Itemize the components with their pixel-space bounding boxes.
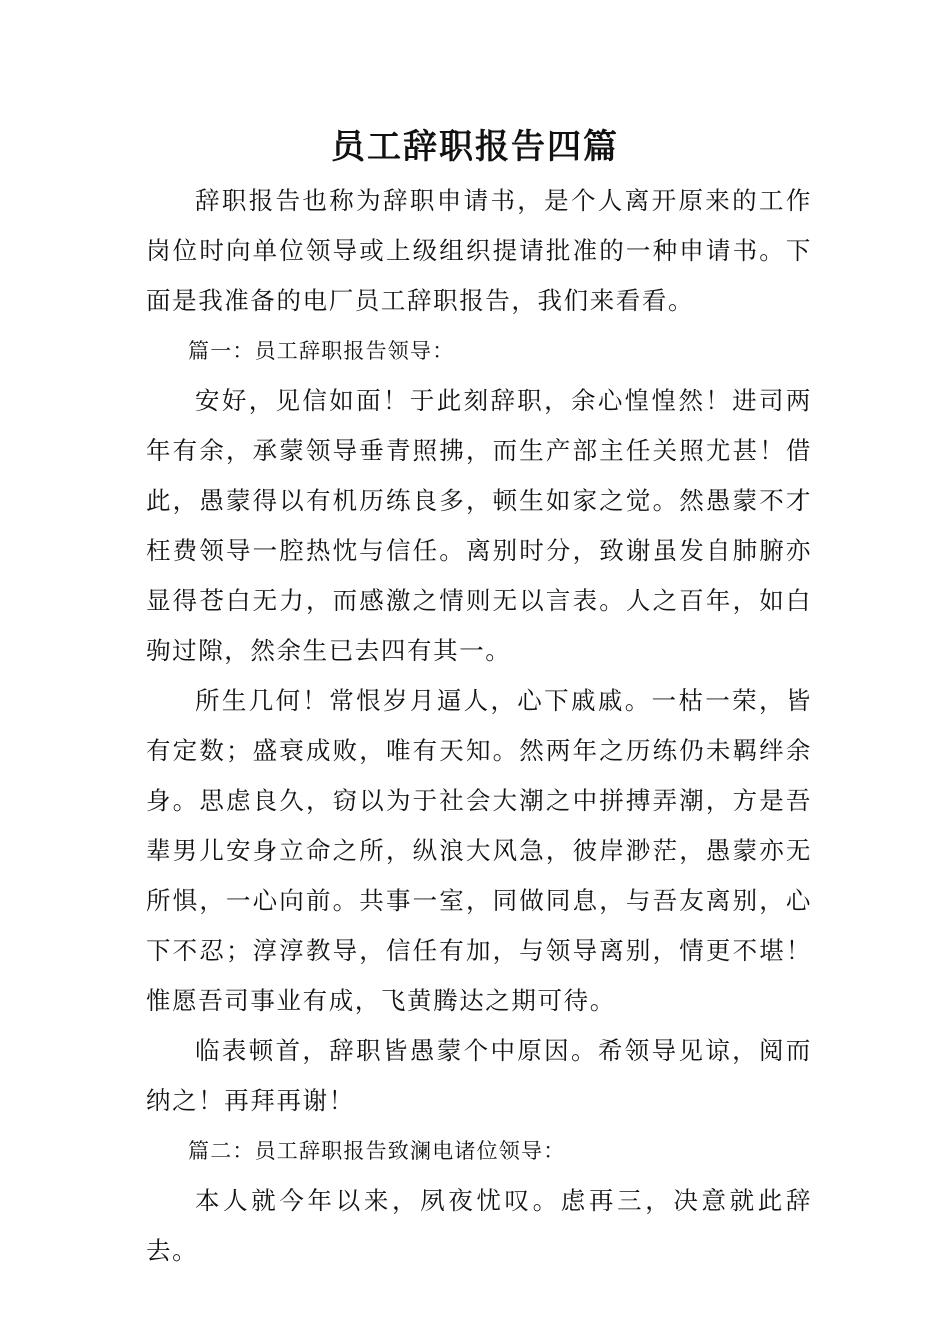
body-paragraph: 本人就今年以来，夙夜忧叹。虑再三，决意就此辞去。 xyxy=(146,1186,812,1265)
section-heading-1: 篇一：员工辞职报告领导： xyxy=(188,339,455,363)
body-paragraph: 临表顿首，辞职皆愚蒙个中原因。希领导见谅，阅而纳之！再拜再谢！ xyxy=(146,1036,812,1115)
section-heading-2: 篇二：员工辞职报告致澜电诸位领导： xyxy=(188,1139,566,1163)
body-paragraph: 安好，见信如面！于此刻辞职，余心惶惶然！进司两年有余，承蒙领导垂青照拂，而生产部主任关照尤甚！借此，愚蒙得以有机历练良多，顿生如家之觉。然愚蒙不才枉费领导一腔热忱与信任。离别时分，致谢虽发自肺腑亦显得苍白无力，而感激之情则无以言表。人之百年，如白驹过隙，然余生已去四有其一。 xyxy=(146,386,812,665)
body-paragraph: 所生几何！常恨岁月逼人，心下戚戚。一枯一荣，皆有定数；盛衰成败，唯有天知。然两年之历练仍未羁绊余身。思虑良久，窃以为于社会大潮之中拼搏弄潮，方是吾辈男儿安身立命之所，纵浪大风急，彼岸渺茫，愚蒙亦无所惧，一心向前。共事一室，同做同息，与吾友离别，心下不忍；淳淳教导，信任有加，与领导离别，情更不堪！惟愿吾司事业有成，飞黄腾达之期可待。 xyxy=(146,686,812,1015)
document-body xyxy=(146,176,812,1276)
intro-paragraph: 辞职报告也称为辞职申请书，是个人离开原来的工作岗位时向单位领导或上级组织提请批准的一种申请书。下面是我准备的电厂员工辞职报告，我们来看看。 xyxy=(146,186,812,315)
document-title: 员工辞职报告四篇 xyxy=(331,127,619,167)
